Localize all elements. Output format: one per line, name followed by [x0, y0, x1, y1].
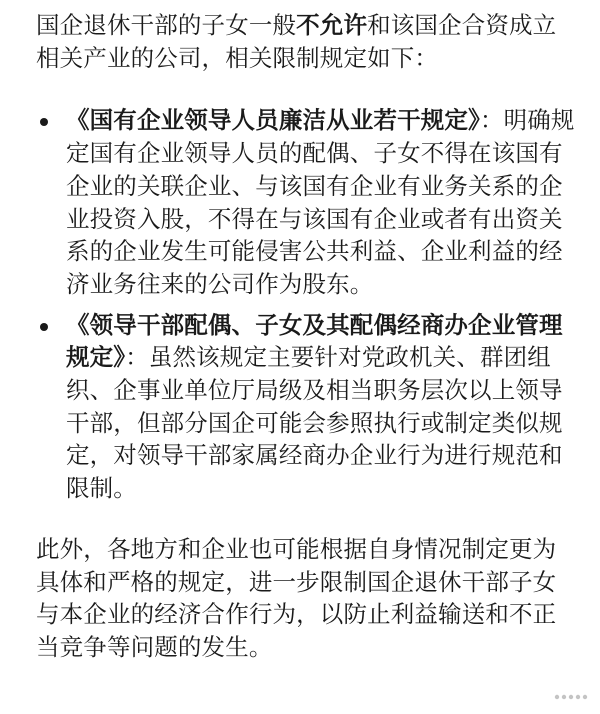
answer-content [36, 0, 576, 664]
outro-paragraph: 此外，各地方和企业也可能根据自身情况制定更为具体和严格的规定，进一步限制国企退休干部子女与本企业的经济合作行为，以防止利益输送和不正当竞争等问题的发生。 [36, 534, 557, 661]
bullet-dot-icon [40, 323, 48, 331]
bullet-dot-icon [40, 118, 48, 126]
intro-paragraph [36, 0, 576, 74]
intro-emphasis: 不允许 [296, 11, 368, 39]
regulation-title: 《国有企业领导人员廉洁从业若干规定》 [66, 106, 480, 135]
intro-text-post: 和该国企合资成立相关产业的公司，相关限制规定如下： [36, 11, 557, 72]
intro-text-pre: 国企退休干部的子女一般 [36, 11, 297, 39]
regulation-body: ：明确规定国有企业领导人员的配偶、子女不得在该国有企业的关联企业、与该国有企业有业务关系的企业投资入股，不得在与该国有企业或者有出资关系的企业发生可能侵害公共利益、企业利益的经济业务往来的公司作为股东。 [66, 106, 575, 298]
regulation-list [36, 104, 576, 504]
regulation-title: 《领导干部配偶、子女及其配偶经商办企业管理规定》 [66, 310, 563, 372]
regulation-item [36, 104, 576, 300]
regulation-body: ：虽然该规定主要针对党政机关、群团组织、企事业单位厅局级及相当职务层次以上领导干部，但部分国企可能会参照执行或制定类似规定，对领导干部家属经商办企业行为进行规范和限制。 [66, 343, 563, 503]
regulation-item [36, 309, 576, 505]
dots-watermark-icon [552, 687, 592, 707]
